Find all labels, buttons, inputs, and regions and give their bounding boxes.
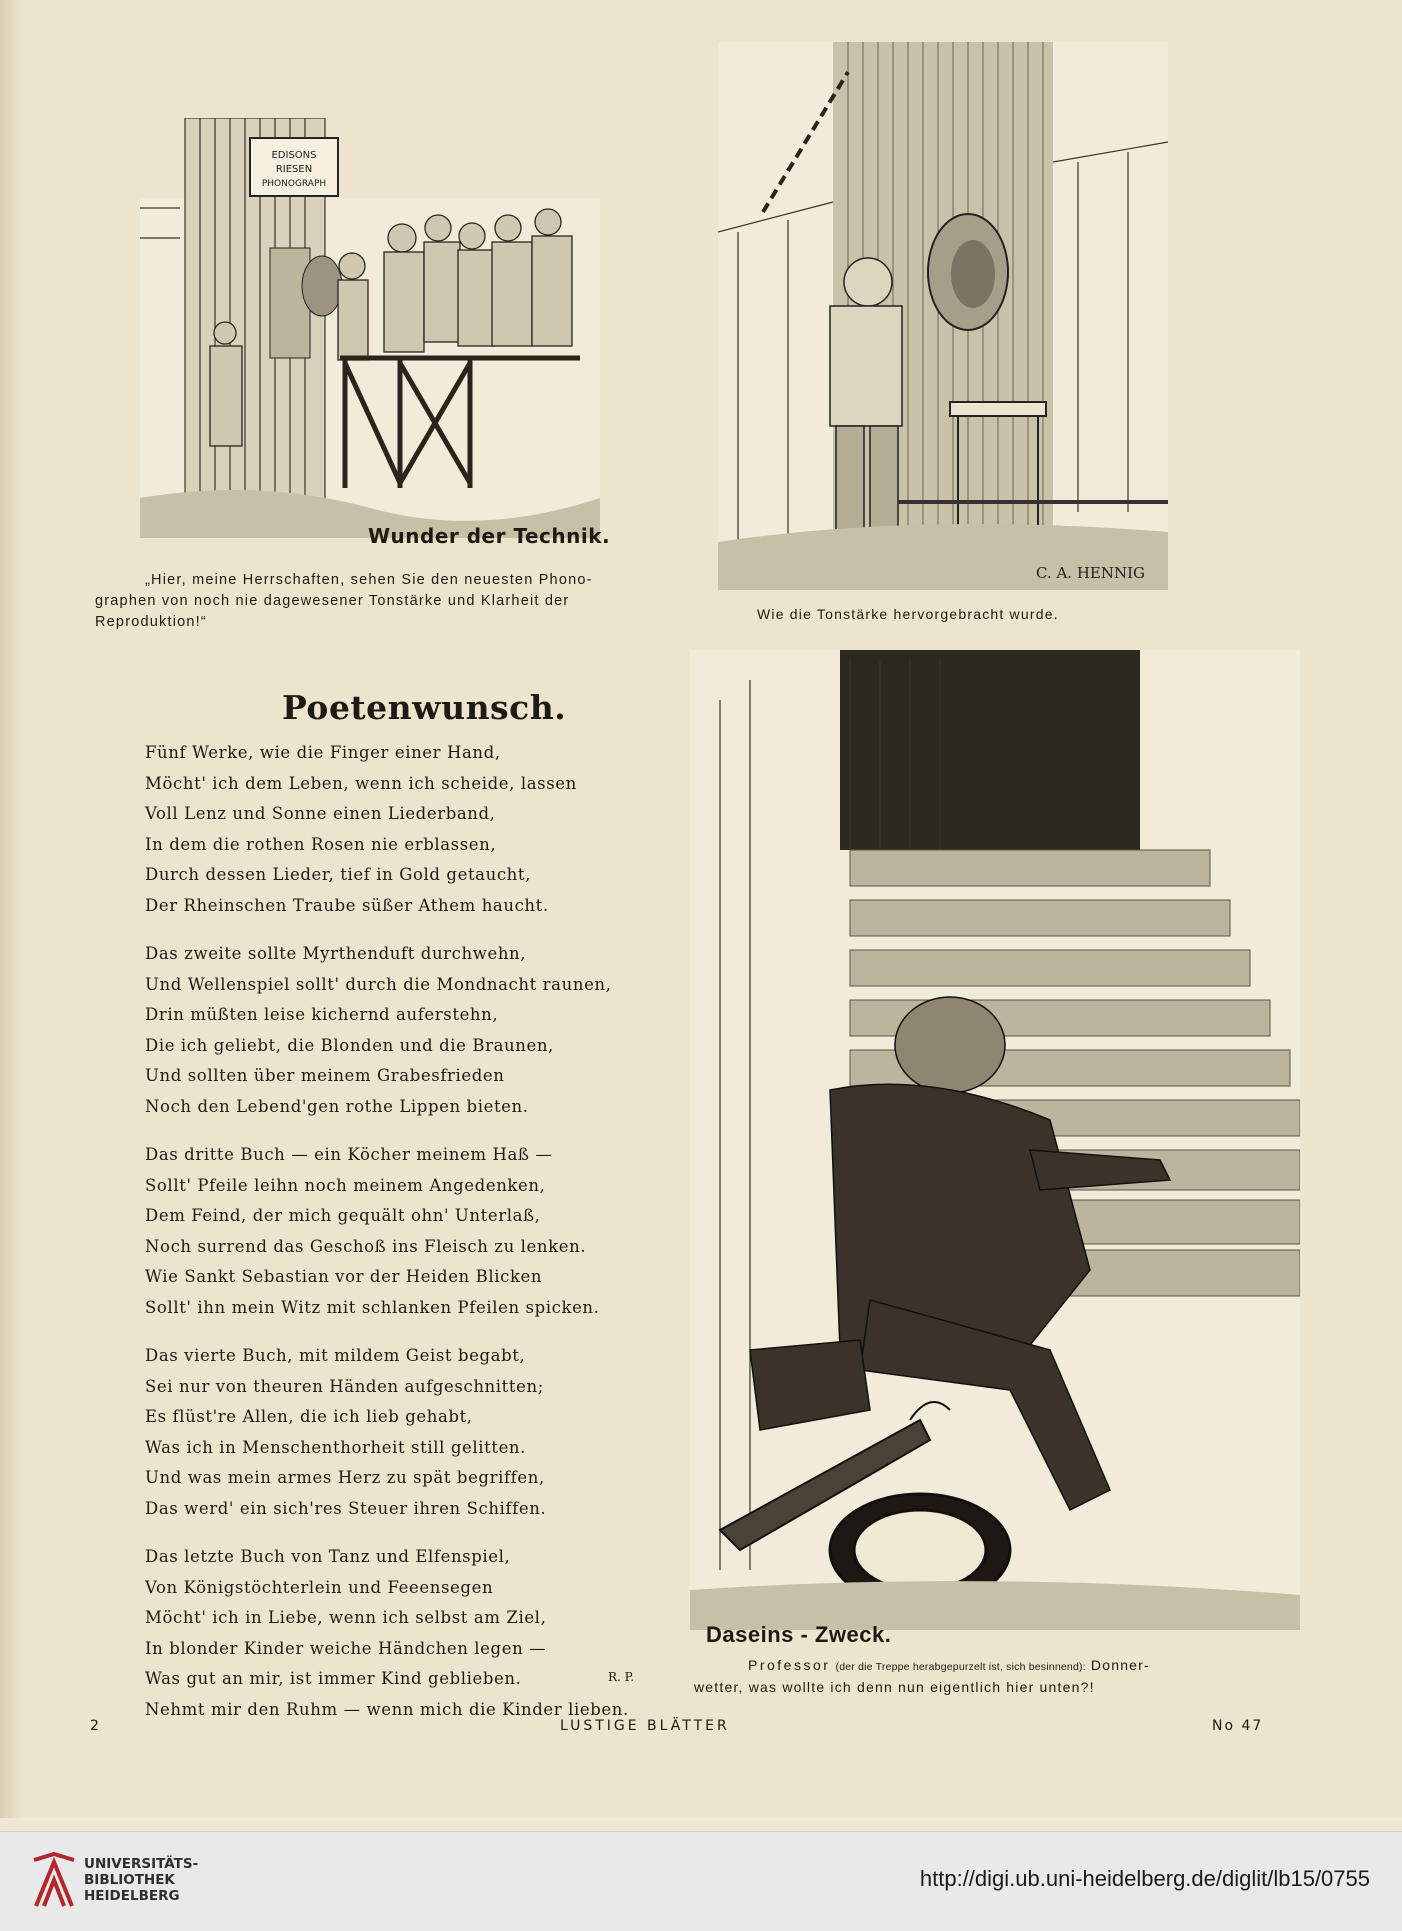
poem-line: Möcht' ich dem Leben, wenn ich scheide, lassen xyxy=(145,773,577,793)
poem-line: Nehmt mir den Ruhm — wenn mich die Kinder lieben. xyxy=(145,1699,629,1719)
poem-stanza-4 xyxy=(145,1341,685,1524)
cartoon-loud-man xyxy=(718,42,1168,590)
poem-stanza-3 xyxy=(145,1140,685,1323)
poem-line: Dem Feind, der mich gequält ohn' Unterlaß, xyxy=(145,1206,541,1225)
page-number: 2 xyxy=(90,1718,102,1734)
cartoon3-caption-line-2: wetter, was wollte ich denn nun eigentlich hier unten?! xyxy=(694,1679,1095,1695)
poem-stanza-1 xyxy=(145,738,685,921)
poem-line: Das werd' ein sich'res Steuer ihren Schiffen. xyxy=(145,1498,547,1518)
poem-line: Von Königstöchterlein und Feeensegen xyxy=(145,1577,494,1597)
cartoon1-title: Wunder der Technik. xyxy=(368,524,611,548)
sign-line-3: PHONOGRAPH xyxy=(261,179,327,189)
poem-line: Das vierte Buch, mit mildem Geist begabt, xyxy=(145,1346,526,1365)
poem-line: Und sollten über meinem Grabesfrieden xyxy=(145,1066,505,1085)
poem-stanza-2 xyxy=(145,939,685,1122)
poem-line: Das zweite sollte Myrthenduft durchwehn, xyxy=(145,944,527,963)
cartoon1-caption xyxy=(95,570,655,633)
library-name xyxy=(84,1856,198,1904)
poem-stanza-5 xyxy=(145,1542,685,1725)
poem-line: In blonder Kinder weiche Händchen legen — xyxy=(145,1638,547,1658)
caption-line1-end: Donner- xyxy=(1090,1657,1150,1673)
poem-body xyxy=(145,738,685,1743)
sign-line-2: RIESEN xyxy=(275,164,313,175)
sign-line-1: EDISONS xyxy=(271,150,317,161)
horn-icon xyxy=(928,214,1008,330)
poem-line: Voll Lenz und Sonne einen Liederband, xyxy=(145,804,496,823)
poem-line: Und Wellenspiel sollt' durch die Mondnacht raunen, xyxy=(145,974,612,994)
poem-line: Die ich geliebt, die Blonden und die Braunen, xyxy=(145,1035,554,1055)
cartoon3-title: Daseins - Zweck. xyxy=(706,1622,892,1647)
stage-direction: (der die Treppe herabgepurzelt ist, sich besinnend): xyxy=(835,1661,1086,1673)
cartoon1-caption-line-1: „Hier, meine Herrschaften, sehen Sie den neuesten Phono- xyxy=(145,572,593,588)
poem-line: Und was mein armes Herz zu spät begriffen, xyxy=(145,1468,545,1487)
poem-line: Fünf Werke, wie die Finger einer Hand, xyxy=(145,743,501,762)
poem-line: Sollt' ihn mein Witz mit schlanken Pfeilen spicken. xyxy=(145,1297,600,1317)
speaker-name: Professor xyxy=(748,1657,831,1673)
poem-line: Was ich in Menschenthorheit still gelitten. xyxy=(145,1437,527,1457)
artist-signature: C. A. HENNIG xyxy=(1036,564,1146,582)
poem-line: Möcht' ich in Liebe, wenn ich selbst am Ziel, xyxy=(145,1608,547,1627)
poem-line: Drin müßten leise kichernd auferstehn, xyxy=(145,1005,499,1024)
library-banner xyxy=(0,1831,1402,1931)
library-name-line-3: HEIDELBERG xyxy=(84,1888,180,1904)
poem-line: Das letzte Buch von Tanz und Elfenspiel, xyxy=(145,1547,511,1566)
poem-line: Durch dessen Lieder, tief in Gold getaucht, xyxy=(145,865,531,884)
cartoon2-caption: Wie die Tonstärke hervorgebracht wurde. xyxy=(757,606,1059,622)
cartoon-phonograph-crowd xyxy=(140,118,600,538)
magazine-name: LUSTIGE BLÄTTER xyxy=(560,1718,730,1734)
poem-line: Sollt' Pfeile leihn noch meinem Angedenken, xyxy=(145,1175,546,1195)
poem-line: Es flüst're Allen, die ich lieb gehabt, xyxy=(145,1407,473,1426)
cartoon3-caption xyxy=(694,1655,1294,1697)
poem-line: Noch surrend das Geschoß ins Fleisch zu lenken. xyxy=(145,1236,587,1256)
permalink-url[interactable]: http://digi.ub.uni-heidelberg.de/diglit/lb15/0755 xyxy=(919,1866,1370,1891)
poem-title: Poetenwunsch. xyxy=(282,688,567,727)
poem-line: Der Rheinschen Traube süßer Athem haucht. xyxy=(145,895,549,915)
poem-line: Noch den Lebend'gen rothe Lippen bieten. xyxy=(145,1096,529,1116)
poem-line: In dem die rothen Rosen nie erblassen, xyxy=(145,834,497,854)
issue-number: No 47 xyxy=(1212,1718,1264,1734)
poem-line: Was gut an mir, ist immer Kind geblieben. xyxy=(145,1669,522,1688)
poem-signature: R. P. xyxy=(608,1670,635,1684)
library-name-line-2: BIBLIOTHEK xyxy=(84,1872,175,1888)
cartoon-professor-stairs xyxy=(690,650,1300,1630)
cartoon1-caption-line-2: graphen von noch nie dagewesener Tonstärke und Klarheit der xyxy=(95,593,570,609)
library-logo-icon xyxy=(32,1852,76,1910)
library-name-line-1: UNIVERSITÄTS- xyxy=(84,1856,199,1872)
poem-line: Wie Sankt Sebastian vor der Heiden Blicken xyxy=(145,1267,543,1286)
poem-line: Das dritte Buch — ein Köcher meinem Haß — xyxy=(145,1145,553,1164)
cartoon1-caption-line-3: Reproduktion!“ xyxy=(95,614,207,630)
poem-line: Sei nur von theuren Händen aufgeschnitten; xyxy=(145,1376,544,1396)
